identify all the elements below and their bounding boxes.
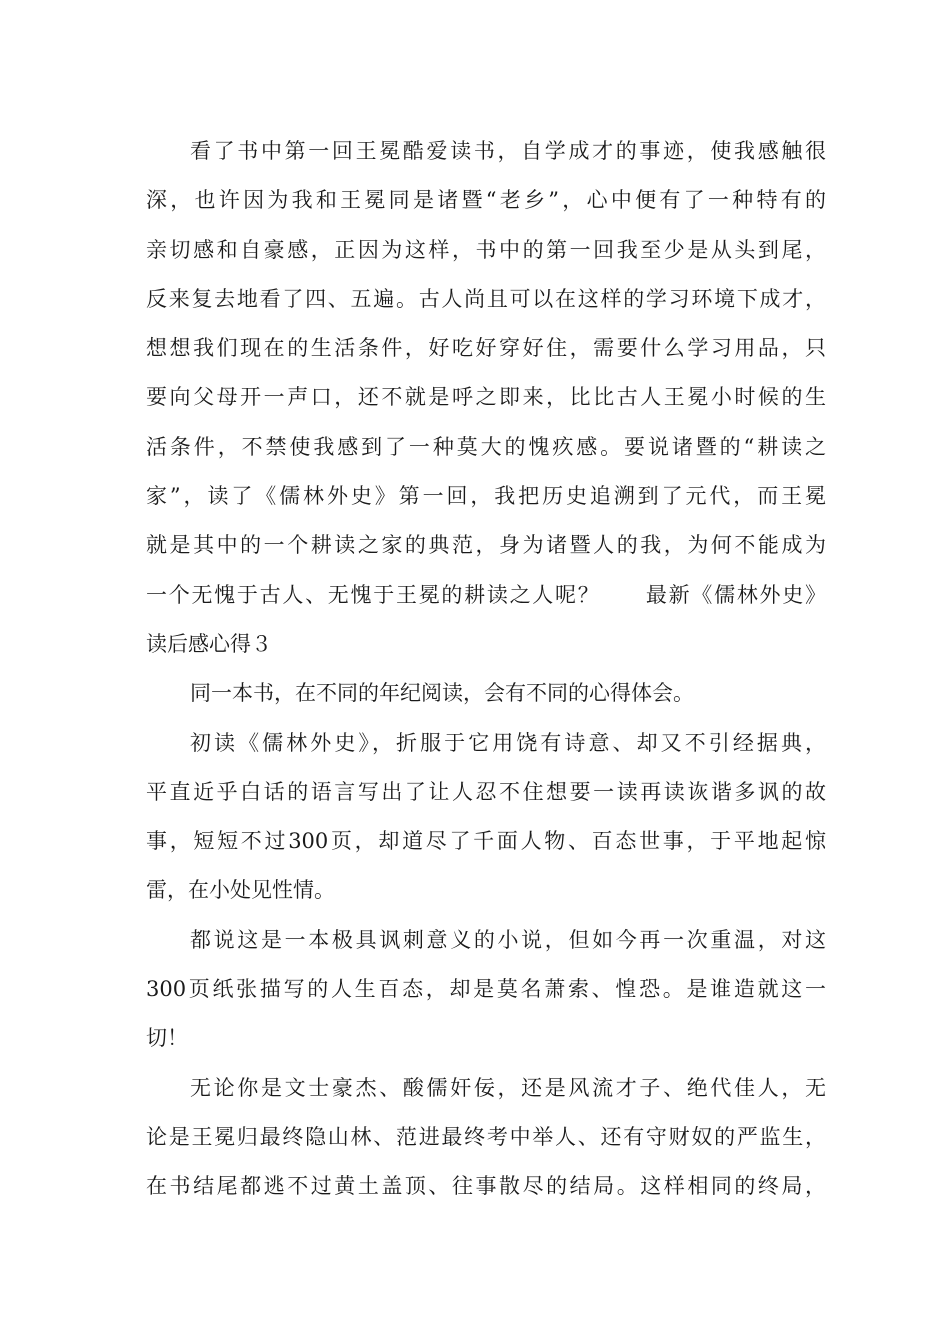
text-line: 亲切感和自豪感，正因为这样，书中的第一回我至少是从头到尾， (146, 237, 826, 262)
text-line: 家”，读了《儒林外史》第一回，我把历史追溯到了元代，而王冕 (146, 484, 826, 509)
text-line: 深，也许因为我和王冕同是诸暨“老乡”，心中便有了一种特有的 (146, 188, 826, 213)
text-line: 要向父母开一声口，还不就是呼之即来，比比古人王冕小时候的生 (146, 385, 826, 410)
text-line: 看了书中第一回王冕酷爱读书，自学成才的事迹，使我感触很 (190, 139, 826, 163)
text-line: 就是其中的一个耕读之家的典范，身为诸暨人的我，为何不能成为 (146, 533, 826, 558)
text-line: 在书结尾都逃不过黄土盖顶、往事散尽的结局。这样相同的终局， (146, 1174, 826, 1199)
text-line: 论是王冕归最终隐山林、范进最终考中举人、还有守财奴的严监生， (146, 1124, 826, 1149)
text-line: 都说这是一本极具讽刺意义的小说，但如今再一次重温，对这 (190, 927, 826, 952)
text-line: 想想我们现在的生活条件，好吃好穿好住，需要什么学习用品，只 (146, 336, 826, 361)
text-line: 活条件，不禁使我感到了一种莫大的愧疚感。要说诸暨的“耕读之 (146, 434, 826, 459)
text-line: 同一本书，在不同的年纪阅读，会有不同的心得体会。 (190, 681, 694, 706)
text-line: 平直近乎白话的语言写出了让人忍不住想要一读再读诙谐多讽的故 (146, 779, 826, 804)
text-line: 一个无愧于古人、无愧于王冕的耕读之人呢？ 最新《儒林外史》 (146, 582, 826, 607)
document-body (146, 127, 826, 1212)
text-line: 300页纸张描写的人生百态，却是莫名萧索、惶恐。是谁造就这一 (146, 977, 826, 1002)
text-line: 反来复去地看了四、五遍。古人尚且可以在这样的学习环境下成才， (146, 286, 826, 311)
text-line: 雷，在小处见性情。 (146, 878, 335, 903)
text-line: 初读《儒林外史》，折服于它用饶有诗意、却又不引经据典， (190, 730, 826, 755)
text-line: 事，短短不过300页，却道尽了千面人物、百态世事，于平地起惊 (146, 829, 826, 854)
text-line: 无论你是文士豪杰、酸儒奸佞，还是风流才子、绝代佳人，无 (190, 1075, 826, 1100)
text-line: 切！ (146, 1026, 188, 1051)
text-line: 读后感心得３ (146, 631, 272, 656)
